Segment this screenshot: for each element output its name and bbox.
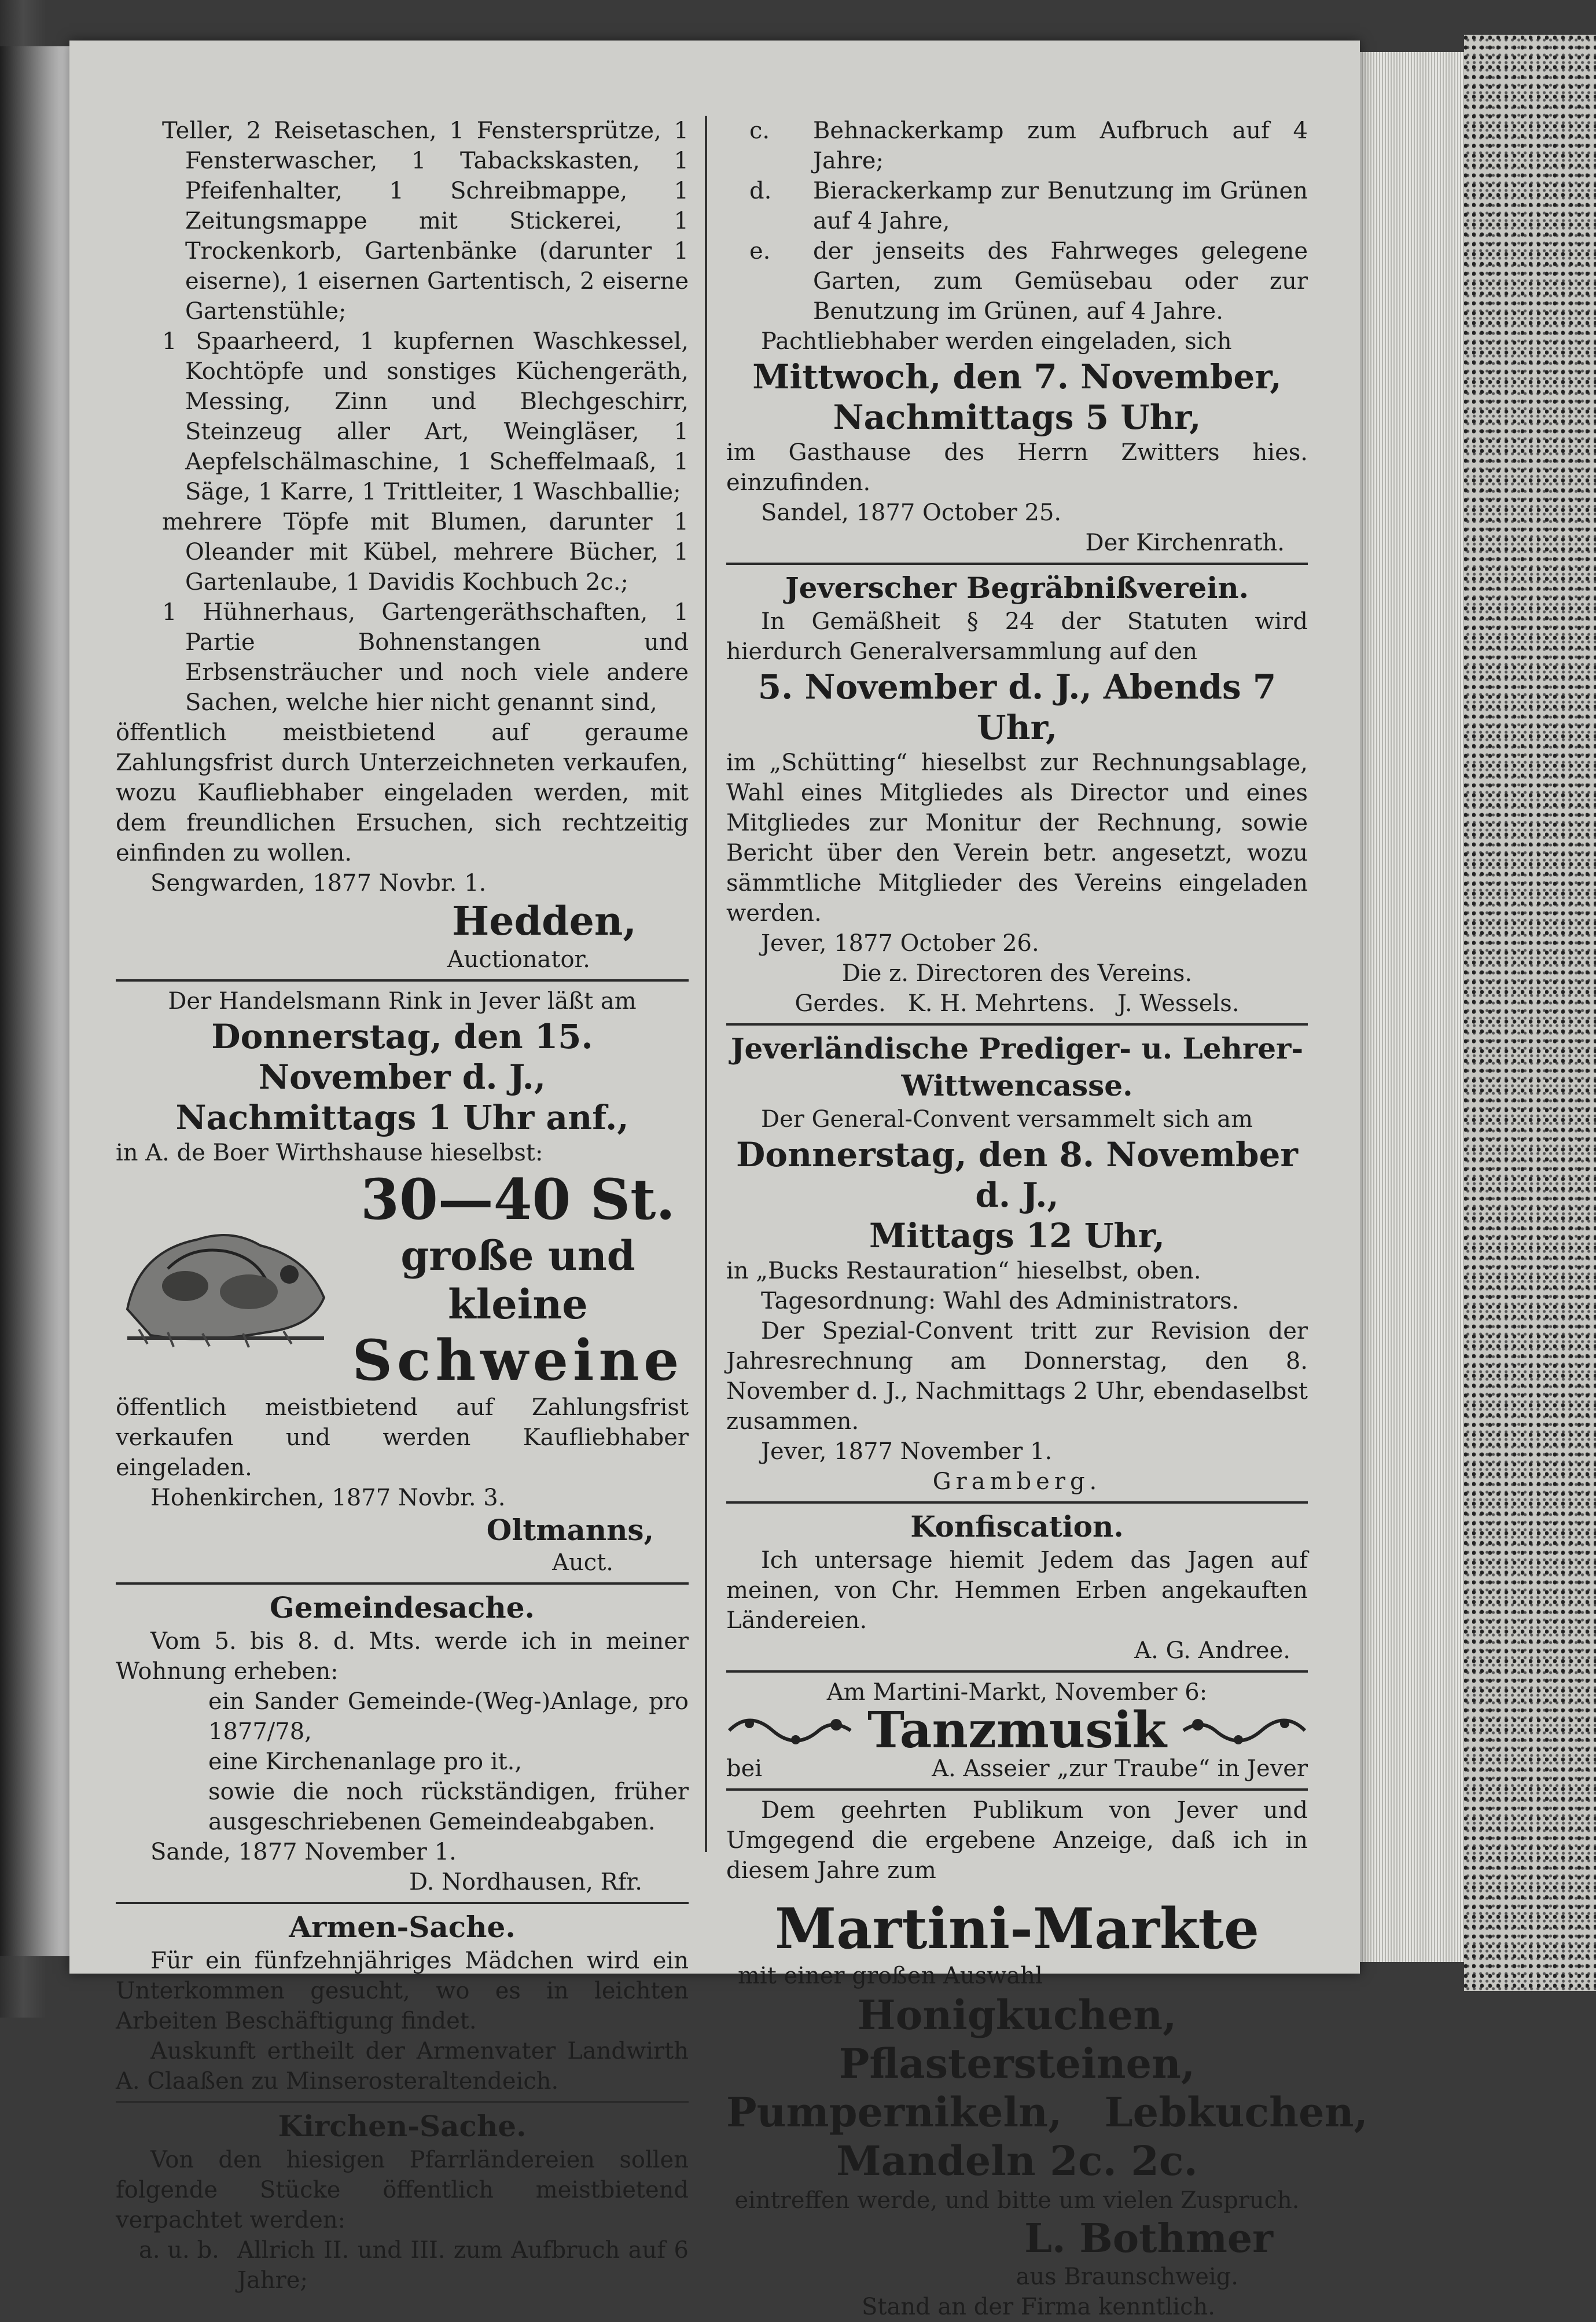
tanzmusik-host-line: [726, 1754, 1308, 1784]
konfiscation-notice: [726, 1508, 1308, 1666]
martini-from: aus Braunschweig.: [1016, 2264, 1238, 2290]
kirchen-heading: Kirchen-Sache.: [278, 2109, 527, 2143]
gemeinde-item: sowie die noch rückständigen, früher ausgeschriebenen Gemeindeabgaben.: [208, 1779, 689, 1835]
wittwencasse-place: in „Bucks Restauration“ hieselbst, oben.: [726, 1258, 1201, 1284]
pig-place: in A. de Boer Wirthshause hieselbst:: [116, 1140, 543, 1166]
wittwencasse-heading: Wittwencasse.: [901, 1068, 1133, 1103]
kirchen-item-text: Behnackerkamp zum Aufbruch auf 4 Jahre;: [813, 117, 1308, 174]
kirchen-notice: [116, 2108, 689, 2295]
tanzmusik-intro: Am Martini-Markt, November 6:: [826, 1679, 1208, 1706]
kirchen-item: [726, 116, 1308, 176]
section-rule: [726, 1670, 1308, 1673]
pig-signature-title: Auct.: [552, 1549, 613, 1576]
kirchen-item: [116, 2235, 689, 2295]
kirchen-date-place: Sandel, 1877 October 25.: [761, 499, 1062, 526]
inventory-line: Teller, 2 Reisetaschen, 1 Fenstersprütze, 1 Fensterwascher, 1 Tabackskasten, 1 Pfeifenhalter, 1 Schreibmappe, 1 Zeitungsmappe mit Stickerei, 1 Trockenkorb, Gartenbänke (darunter 1 eiserne), 1 eisernen Gartentisch, 2 eiserne Gartenstühle;: [162, 117, 689, 325]
pig-intro: Der Handelsmann Rink in Jever läßt am: [168, 988, 637, 1015]
pig-illustration-row: [116, 1168, 689, 1393]
begraebnis-date: 5. November d. J., Abends 7 Uhr,: [757, 667, 1277, 747]
pig-sale-notice: [116, 986, 689, 1578]
martini-signature: L. Bothmer: [1024, 2216, 1273, 2262]
martini-notice: [726, 1795, 1368, 2322]
right-column: [726, 116, 1368, 2322]
wittwencasse-place-date: Jever, 1877 November 1.: [761, 1438, 1053, 1465]
martini-text: Dem geehrten Publikum von Jever und Umgegend die ergebene Anzeige, daß ich in diesem Jahre zum: [726, 1797, 1308, 1884]
begraebnis-directors: Die z. Directoren des Vereins.: [841, 960, 1193, 987]
kirchen-invite: Pachtliebhaber werden eingeladen, sich: [761, 328, 1232, 355]
martini-goods: Honigkuchen, Pflastersteinen,: [839, 1991, 1196, 2088]
left-page-edge: [0, 46, 69, 1956]
inventory-line: 1 Spaarheerd, 1 kupfernen Waschkessel, Kochtöpfe und sonstiges Küchengeräth, Messing, Zinn und Blechgeschirr, Steinzeug aller Art, Weingläser, 1 Aepfelschälmaschine, 1 Scheffelmaaß, 1 Säge, 1 Karre, 1 Trittleiter, 1 Waschballie;: [162, 328, 689, 505]
column-divider: [705, 116, 707, 1852]
martini-goods: Mandeln 2c. 2c.: [836, 2137, 1198, 2185]
book-cover-marbled: [1464, 35, 1596, 1991]
inventory-line: mehrere Töpfe mit Blumen, darunter 1 Oleander mit Kübel, mehrere Bücher, 1 Gartenlaube, 1 Davidis Kochbuch 2c.;: [162, 509, 689, 596]
auction-place: Sengwarden, 1877 Novbr. 1.: [150, 870, 487, 897]
gemeinde-signature: D. Nordhausen, Rfr.: [409, 1869, 642, 1895]
ornament-right-icon: [1181, 1707, 1308, 1754]
tanzmusik-host: A. Asseier „zur Traube“ in Jever: [932, 1755, 1308, 1782]
auction-text: öffentlich meistbietend auf geraume Zahlungsfrist durch Unterzeichneten verkaufen, wozu Kaufliebhaber eingeladen werden, mit dem freundlichen Ersuchen, sich rechtzeitig einfinden zu wollen.: [116, 719, 689, 866]
pig-time: Nachmittags 1 Uhr anf.,: [175, 1098, 629, 1137]
pig-headline: [347, 1168, 689, 1393]
kirchen-text: Von den hiesigen Pfarrländereien sollen folgende Stücke öffentlich meistbietend verpachtet werden:: [116, 2147, 689, 2233]
gemeinde-intro: Vom 5. bis 8. d. Mts. werde ich in meiner Wohnung erheben:: [116, 1628, 689, 1685]
konfiscation-text: Ich untersage hiemit Jedem das Jagen auf meinen, von Chr. Hemmen Erben angekauften Ländereien.: [726, 1547, 1308, 1634]
pig-count: 30—40 St.: [361, 1167, 675, 1232]
section-rule: [726, 563, 1308, 565]
begraebnis-text: In Gemäßheit § 24 der Statuten wird hierdurch Generalversammlung auf den: [726, 608, 1308, 665]
pig-date: Donnerstag, den 15. November d. J.,: [211, 1017, 593, 1097]
pig-place-date: Hohenkirchen, 1877 Novbr. 3.: [150, 1485, 506, 1511]
section-rule: [116, 2101, 689, 2103]
tanzmusik-banner: [726, 1701, 1308, 1759]
section-rule: [726, 1023, 1308, 1026]
pig-signature: Oltmanns,: [486, 1513, 654, 1547]
kirchen-date: Mittwoch, den 7. November,: [752, 357, 1282, 396]
gemeinde-place: Sande, 1877 November 1.: [150, 1839, 457, 1865]
kirchen-item: [726, 236, 1308, 326]
kirchen-notice-continued: [726, 116, 1308, 558]
auction-notice: [116, 116, 689, 975]
kirchen-item-text: Bierackerkamp zur Benutzung im Grünen auf 4 Jahre,: [813, 178, 1308, 234]
auction-signature-title: Auctionator.: [447, 946, 590, 973]
wittwencasse-signature: Gramberg.: [932, 1468, 1102, 1495]
gemeinde-item: eine Kirchenanlage pro it.,: [208, 1748, 523, 1775]
martini-text: eintreffen werde, und bitte um vielen Zuspruch.: [734, 2187, 1300, 2214]
konfiscation-signature: A. G. Andree.: [1134, 1637, 1290, 1664]
armen-heading: Armen-Sache.: [289, 1910, 516, 1944]
section-rule: [116, 1902, 689, 1904]
martini-word: Martini-Markte: [775, 1896, 1259, 1961]
left-column: [116, 116, 689, 2295]
martini-with: mit einer großen Auswahl: [738, 1963, 1043, 1989]
gemeinde-notice: [116, 1589, 689, 1897]
kirchen-item: [726, 176, 1308, 236]
gemeinde-item: ein Sander Gemeinde-(Weg-)Anlage, pro 1877/78,: [208, 1688, 689, 1745]
newspaper-page: [69, 41, 1368, 2320]
book-page-edges: [1360, 52, 1464, 1962]
kirchen-place: im Gasthause des Herrn Zwitters hies. einzufinden.: [726, 439, 1308, 496]
section-rule: [726, 1788, 1308, 1791]
kirchen-item-label: d.: [749, 178, 772, 204]
wittwencasse-time: Mittags 12 Uhr,: [869, 1216, 1165, 1255]
begraebnis-notice: [726, 570, 1308, 1019]
section-rule: [116, 979, 689, 982]
kirchen-item-text: Allrich II. und III. zum Aufbruch auf 6 Jahre;: [237, 2237, 689, 2294]
kirchen-item-text: der jenseits des Fahrweges gelegene Garten, zum Gemüsebau oder zur Benutzung im Grünen, auf 4 Jahre.: [813, 238, 1308, 325]
wittwencasse-intro: Der General-Convent versammelt sich am: [761, 1106, 1253, 1133]
begraebnis-text: im „Schütting“ hieselbst zur Rechnungsablage, Wahl eines Mitgliedes als Director und eines Mitgliedes zur Monitur der Rechnung, sowie Bericht über den Verein betr. angesetzt, wozu sämmtliche Mitglieder des Vereins eingeladen werden.: [726, 749, 1308, 927]
armen-text: Für ein fünfzehnjähriges Mädchen wird ein Unterkommen gesucht, wo es in leichten Arbeiten Beschäftigung findet.: [116, 1948, 689, 2034]
armen-notice: [116, 1909, 689, 2096]
wittwencasse-text: Der Spezial-Convent tritt zur Revision der Jahresrechnung am Donnerstag, den 8. November d. J., Nachmittags 2 Uhr, ebendaselbst zusammen.: [726, 1318, 1308, 1435]
wittwencasse-notice: [726, 1030, 1308, 1497]
martini-stand: Stand an der Firma kenntlich.: [862, 2294, 1215, 2320]
tanzmusik-at: bei: [726, 1755, 763, 1782]
begraebnis-heading: Jeverscher Begräbnißverein.: [785, 571, 1249, 605]
kirchen-item-label: a. u. b.: [139, 2237, 219, 2264]
konfiscation-heading: Konfiscation.: [910, 1509, 1124, 1544]
tanzmusik-word: Tanzmusik: [867, 1701, 1167, 1759]
pig-size: große und kleine: [400, 1232, 635, 1328]
inventory-line: 1 Hühnerhaus, Gartengeräthschaften, 1 Partie Bohnenstangen und Erbsensträucher und noch viele andere Sachen, welche hier nicht genannt sind,: [162, 599, 689, 716]
section-rule: [726, 1501, 1308, 1504]
kirchen-time: Nachmittags 5 Uhr,: [833, 398, 1201, 437]
gemeinde-heading: Gemeindesache.: [270, 1590, 535, 1625]
begraebnis-names: Gerdes. K. H. Mehrtens. J. Wessels.: [795, 990, 1240, 1017]
kirchen-signature: Der Kirchenrath.: [1085, 530, 1285, 556]
auction-signature: Hedden,: [452, 898, 637, 945]
pig-text: öffentlich meistbietend auf Zahlungsfrist verkaufen und werden Kaufliebhaber eingeladen.: [116, 1394, 689, 1481]
wittwencasse-date: Donnerstag, den 8. November d. J.,: [736, 1135, 1298, 1215]
pig-illustration-icon: [116, 1205, 336, 1355]
kirchen-item-label: e.: [749, 238, 771, 264]
section-rule: [116, 1582, 689, 1585]
pig-word: Schweine: [352, 1328, 684, 1393]
begraebnis-place: Jever, 1877 October 26.: [761, 930, 1039, 957]
martini-goods: Pumpernikeln, Lebkuchen,: [726, 2088, 1368, 2136]
wittwencasse-agenda: Tagesordnung: Wahl des Administrators.: [761, 1288, 1240, 1314]
wittwencasse-heading: Jeverländische Prediger- u. Lehrer-: [730, 1031, 1304, 1066]
tanzmusik-notice: [726, 1677, 1308, 1784]
armen-text: Auskunft ertheilt der Armenvater Landwirth A. Claaßen zu Minserosteraltendeich.: [116, 2038, 689, 2095]
ornament-left-icon: [726, 1707, 854, 1754]
kirchen-item-label: c.: [749, 117, 770, 144]
